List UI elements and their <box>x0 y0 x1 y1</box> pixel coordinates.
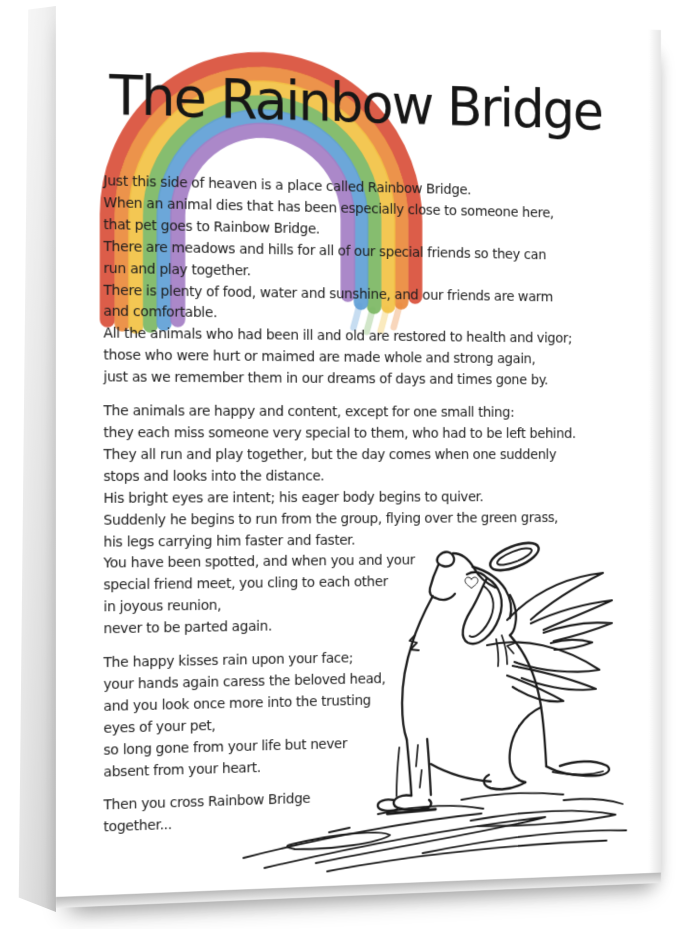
poem-line: Then you cross Rainbow Bridge <box>103 791 311 814</box>
poem-line: Suddenly he begins to run from the group, flying over the green grass, <box>103 510 559 529</box>
poem-line: The happy kisses rain upon your face; <box>103 650 354 672</box>
poem-paragraph <box>103 171 628 392</box>
poem-line: that pet goes to Rainbow Bridge. <box>103 216 320 238</box>
angel-dog-illustration <box>236 531 634 878</box>
dog-body <box>378 594 609 812</box>
poem-line: stops and looks into the distance. <box>103 468 325 485</box>
canvas-bottom-side <box>56 873 661 908</box>
poem-line: those who were hurt or maimed are made whole and strong again, <box>103 347 536 368</box>
poem-line: your hands again caress the beloved head, <box>103 671 386 693</box>
poem-line: They all run and play together, but the day comes when one suddenly <box>103 446 557 463</box>
poem-line: special friend meet, you cling to each other <box>103 574 388 594</box>
dog-haunch <box>510 707 541 783</box>
heart-marking <box>465 577 478 588</box>
poem-line: There are meadows and hills for all of our special friends so they can <box>103 238 547 263</box>
poem-line: Just this side of heaven is a place called Rainbow Bridge. <box>103 173 472 199</box>
poem-line: so long gone from your life but never <box>103 735 348 759</box>
page-title: The Rainbow Bridge <box>109 62 603 143</box>
poem-line: When an animal dies that has been especially close to someone here, <box>103 195 554 222</box>
poem-line: All the animals who had been ill and old are restored to health and vigor; <box>103 325 572 347</box>
poem-line: run and play together. <box>103 260 251 279</box>
poem-line: together... <box>103 817 172 836</box>
canvas-face <box>56 5 661 908</box>
poem-line: in joyous reunion, <box>103 598 222 616</box>
poem-line: The animals are happy and content, except for one small thing: <box>103 403 515 421</box>
poem-line: and comfortable. <box>103 304 218 322</box>
poem-line: his legs carrying him faster and faster. <box>103 532 356 551</box>
ground-scribbles <box>243 790 626 875</box>
poem-line: just as we remember them in our dreams of days and times gone by. <box>103 369 549 389</box>
poem-line: You have been spotted, and when you and your <box>103 553 415 572</box>
poem-line: absent from your heart. <box>103 759 261 781</box>
poem-line: eyes of your pet, <box>103 717 216 737</box>
poem-line: never to be parted again. <box>103 618 272 638</box>
poem-line: and you look once more into the trusting <box>103 692 371 715</box>
poem-line: they each miss someone very special to them, who had to be left behind. <box>103 425 576 442</box>
halo-icon <box>487 537 542 576</box>
canvas-left-side <box>18 6 56 912</box>
canvas-right-edge-shade <box>649 30 661 884</box>
dog-nose <box>437 552 454 567</box>
poem-line: There is plenty of food, water and sunshine, and our friends are warm <box>103 282 553 305</box>
poem-line: His bright eyes are intent; his eager body begins to quiver. <box>103 489 484 507</box>
